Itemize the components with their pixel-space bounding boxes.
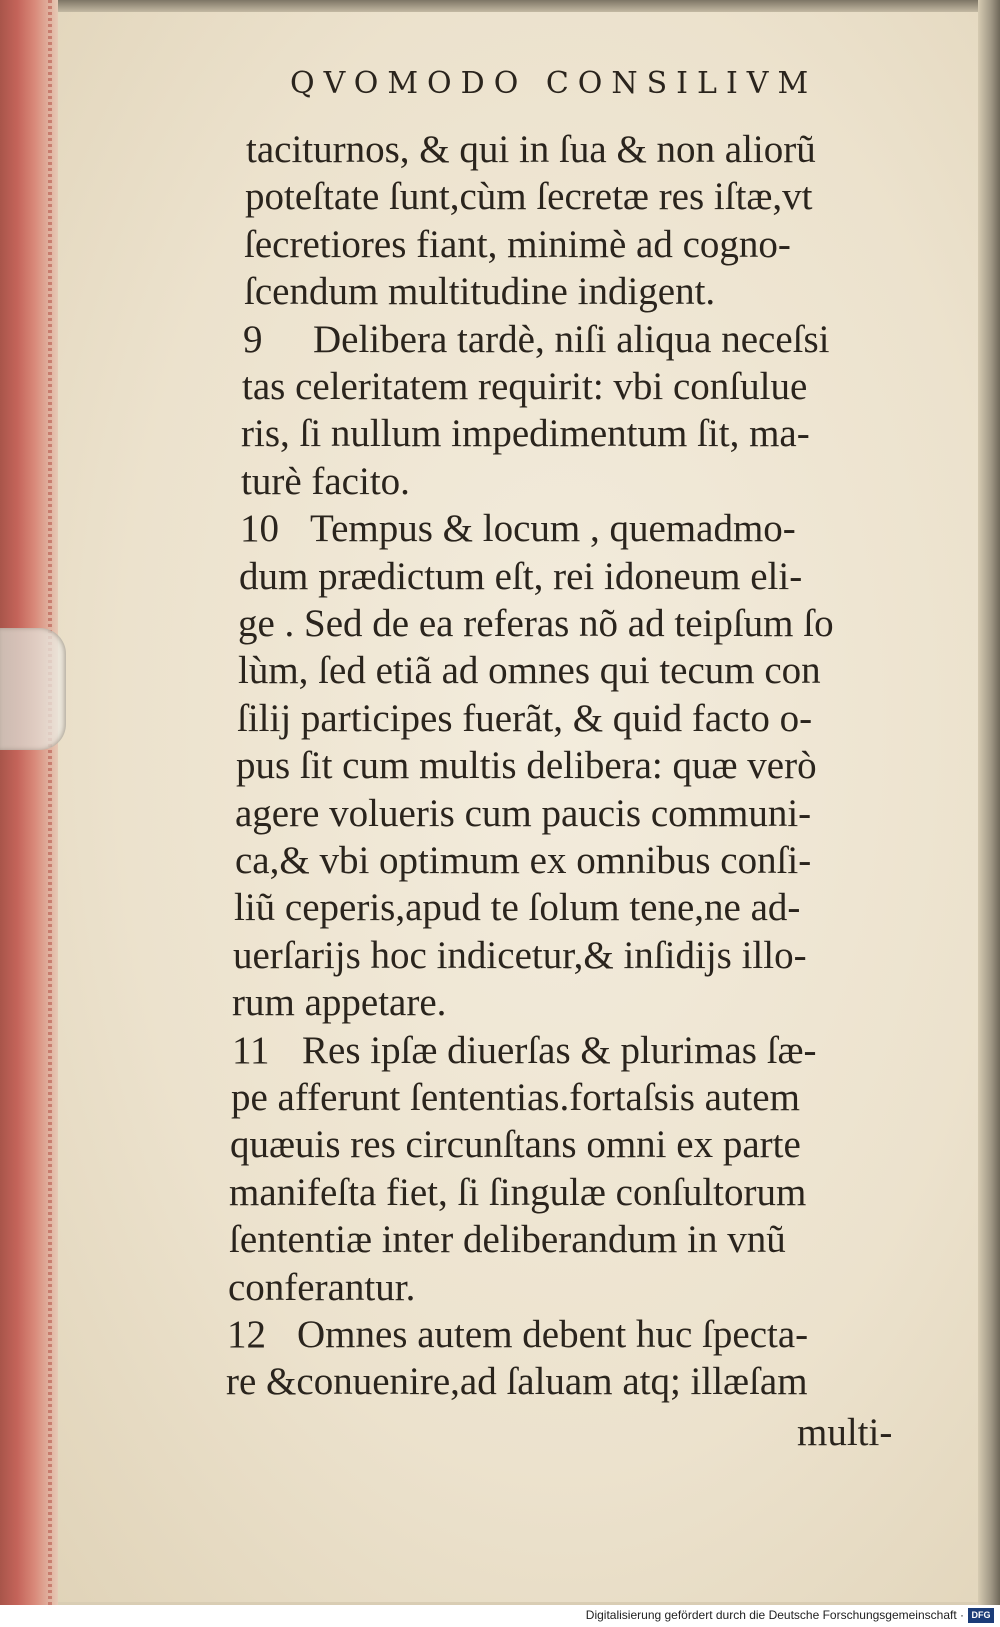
line-text: re &conuenire,ad ſaluam atq; illæſam bbox=[226, 1360, 808, 1404]
text-line bbox=[240, 506, 796, 551]
text-line bbox=[236, 743, 817, 788]
red-page-edge bbox=[0, 0, 58, 1605]
line-text: taciturnos, & qui in ſua & non aliorũ bbox=[246, 128, 816, 171]
line-text: quæuis res circunſtans omni ex parte bbox=[230, 1123, 801, 1167]
line-text: Res ipſæ diuerſas & plurimas ſæ- bbox=[302, 1028, 817, 1072]
text-line bbox=[238, 601, 834, 646]
paragraph-number: 9 bbox=[243, 317, 263, 361]
line-text: ris, ſi nullum impedimentum ſit, ma- bbox=[241, 412, 810, 456]
line-text: rum appetare. bbox=[232, 981, 447, 1025]
text-line bbox=[237, 696, 812, 741]
text-line bbox=[238, 648, 821, 693]
line-text: Delibera tardè, niſi aliqua neceſsi bbox=[313, 317, 830, 361]
text-line bbox=[232, 1028, 817, 1073]
footer-bar bbox=[0, 1605, 1000, 1627]
line-text: ſcendum multitudine indigent. bbox=[244, 270, 716, 314]
catchword: multi- bbox=[797, 1411, 893, 1454]
line-text: ge . Sed de ea referas nõ ad teipſum ſo bbox=[238, 602, 834, 645]
line-text: uerſarijs hoc indicetur,& inſidijs illo- bbox=[233, 933, 807, 977]
line-text: manifeſta fiet, ſi ſingulæ conſultorum bbox=[229, 1170, 807, 1214]
line-text: Tempus & locum , quemadmo- bbox=[310, 507, 796, 551]
text-line bbox=[239, 554, 802, 599]
text-line bbox=[235, 838, 811, 883]
text-line bbox=[245, 174, 813, 219]
line-text: Omnes autem debent huc ſpecta- bbox=[297, 1313, 809, 1356]
text-line bbox=[241, 411, 810, 456]
line-text: ſecretiores fiant, minimè ad cogno- bbox=[244, 222, 791, 266]
text-line bbox=[232, 980, 446, 1025]
text-line bbox=[241, 459, 410, 504]
text-line bbox=[226, 1359, 808, 1404]
text-line bbox=[227, 1312, 808, 1357]
text-line bbox=[228, 1265, 415, 1310]
text-line bbox=[229, 1217, 786, 1262]
paragraph-number: 12 bbox=[227, 1313, 266, 1356]
line-text: agere volueris cum paucis communi- bbox=[235, 791, 812, 835]
text-line bbox=[244, 269, 715, 314]
paragraph-number: 10 bbox=[240, 507, 279, 551]
line-text: turè facito. bbox=[241, 459, 410, 503]
running-head: QVOMODO CONSILIVM bbox=[290, 66, 818, 101]
text-line bbox=[231, 1075, 800, 1120]
text-line bbox=[242, 364, 807, 409]
text-line bbox=[229, 1170, 806, 1215]
line-text: pe afferunt ſententias.fortaſsis autem bbox=[231, 1076, 800, 1119]
line-text: liũ ceperis,apud te ſolum tene,ne ad- bbox=[234, 886, 801, 930]
line-text: ſilij participes fuerãt, & quid facto o- bbox=[237, 696, 813, 740]
text-line bbox=[235, 791, 811, 836]
line-text: pus ſit cum multis delibera: quæ verò bbox=[236, 744, 817, 788]
line-text: conferantur. bbox=[228, 1265, 416, 1309]
line-text: ca,& vbi optimum ex omnibus conſi- bbox=[235, 839, 812, 882]
binding-shadow bbox=[978, 0, 1000, 1605]
text-line bbox=[246, 127, 816, 172]
paragraph-number: 11 bbox=[232, 1028, 270, 1072]
text-line bbox=[243, 317, 830, 362]
funding-credit: Digitalisierung gefördert durch die Deutsche Forschungsgemeinschaft · bbox=[585, 1608, 964, 1622]
line-text: lùm, ſed etiã ad omnes qui tecum con bbox=[238, 649, 821, 693]
line-text: dum prædictum eſt, rei idoneum eli- bbox=[239, 554, 803, 598]
text-line bbox=[230, 1122, 801, 1167]
text-line bbox=[234, 885, 800, 930]
line-text: poteſtate ſunt,cùm ſecretæ res iſtæ,vt bbox=[245, 175, 813, 219]
text-line bbox=[244, 222, 791, 267]
page-clip bbox=[0, 628, 66, 750]
text-line bbox=[233, 933, 807, 978]
dfg-logo: DFG bbox=[968, 1608, 994, 1623]
line-text: tas celeritatem requirit: vbi conſulue bbox=[242, 365, 808, 408]
line-text: ſententiæ inter deliberandum in vnũ bbox=[229, 1218, 786, 1262]
